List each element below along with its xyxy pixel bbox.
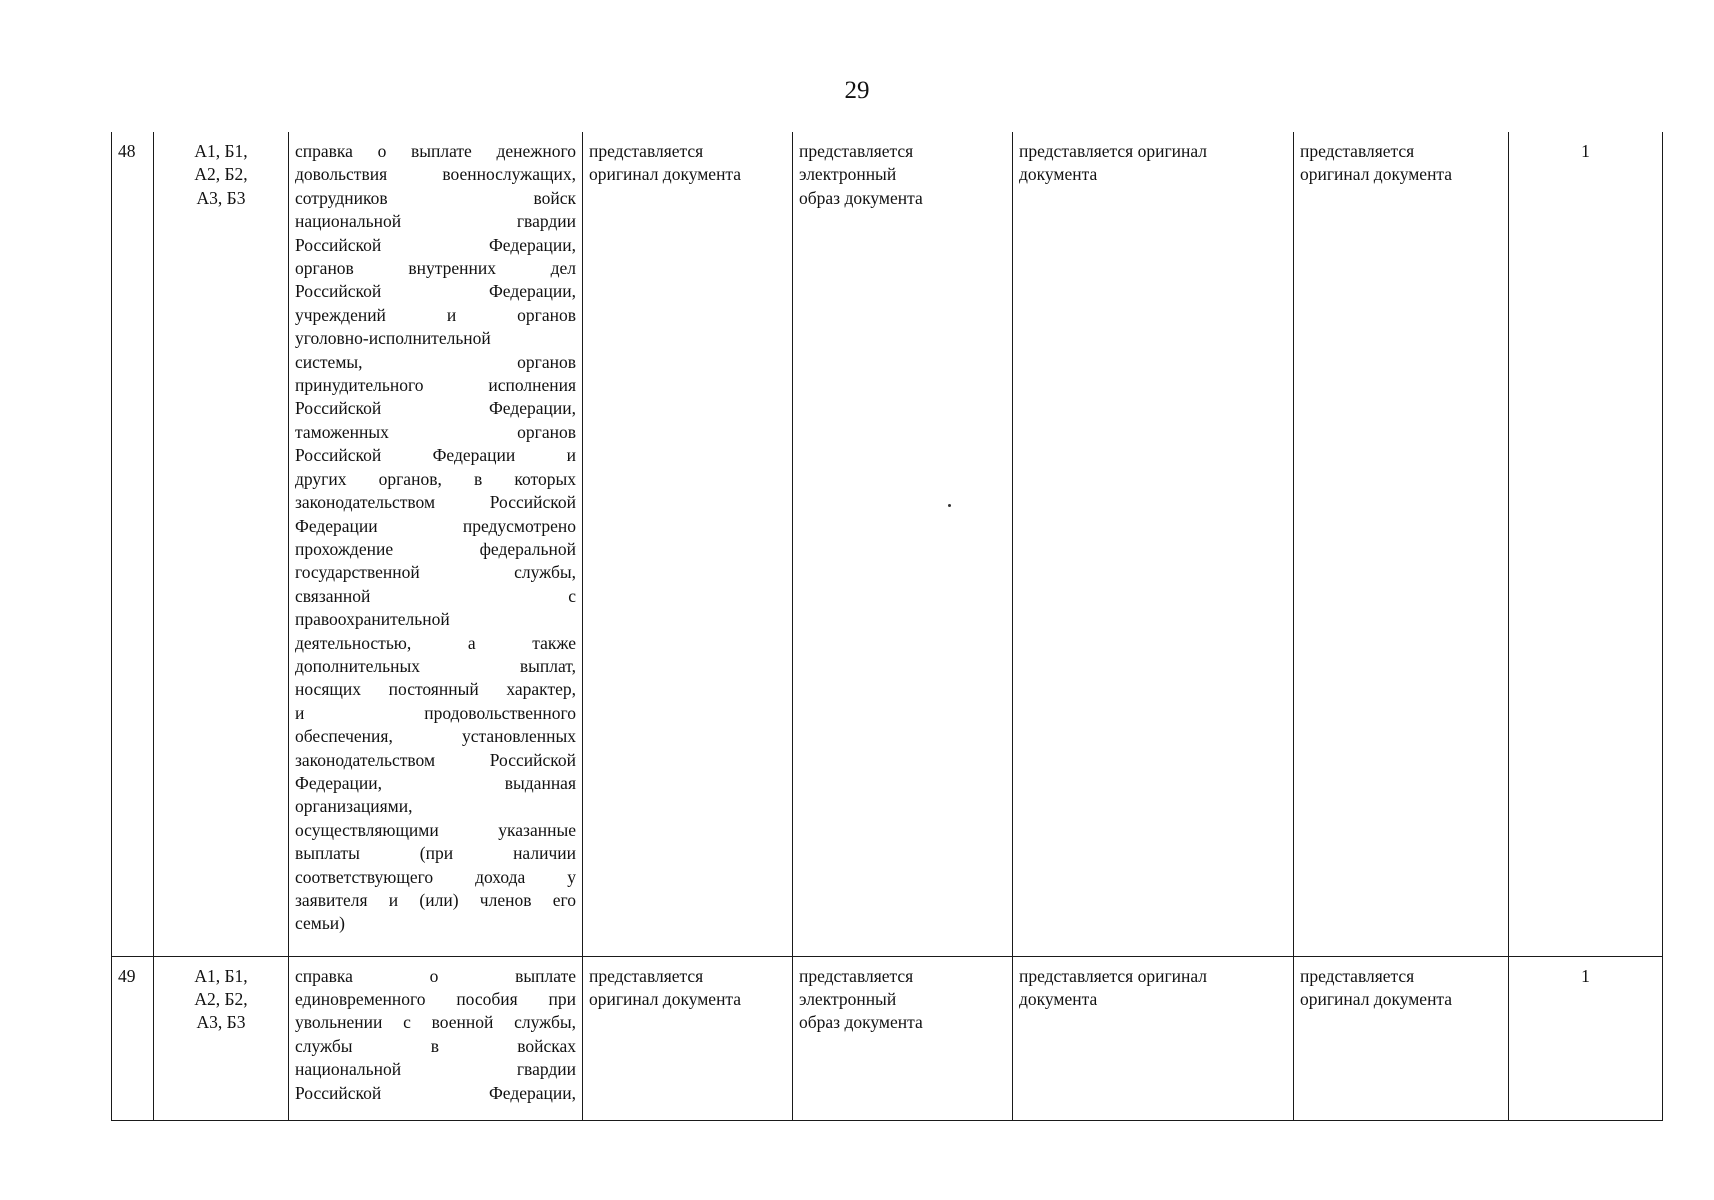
submission-form-electronic-line: представляется — [799, 965, 914, 986]
description-line: довольствия военнослужащих, — [295, 164, 576, 185]
applicant-categories — [154, 956, 289, 1120]
description-line: и продовольственного — [295, 702, 576, 723]
applicant-categories — [154, 132, 289, 956]
description-line: Федерации предусмотрено — [295, 515, 576, 536]
description-line: законодательством Российской — [295, 492, 576, 513]
table-row — [112, 132, 1663, 956]
submission-form-in-person-line: представляется — [589, 141, 704, 161]
description-line: таможенных органов — [295, 421, 576, 442]
submission-form-electronic-line: представляется — [799, 141, 914, 161]
submission-form-mfc — [1013, 956, 1294, 1120]
submission-form-electronic — [793, 956, 1013, 1120]
description-line: справка о выплате денежного — [295, 141, 576, 161]
description-line: справка о выплате — [295, 965, 576, 986]
description-line: правоохранительной — [295, 609, 450, 630]
document-description — [289, 956, 583, 1120]
document-description — [289, 132, 583, 956]
description-line: организациями, — [295, 796, 413, 817]
submission-form-in-person — [583, 956, 793, 1120]
submission-form-post-line: представляется — [1300, 965, 1415, 986]
submission-form-in-person-line: представляется — [589, 965, 704, 986]
document-quantity: 1 — [1509, 956, 1663, 1120]
submission-form-electronic-line: электронный — [799, 164, 897, 185]
document-quantity: 1 — [1509, 132, 1663, 956]
applicant-categories-line: А2, Б2, — [194, 164, 248, 185]
submission-form-post — [1294, 132, 1509, 956]
submission-form-electronic-line: образ документа — [799, 187, 923, 208]
description-line: службы в войсках — [295, 1035, 576, 1056]
description-line: носящих постоянный характер, — [295, 679, 576, 700]
submission-form-post-line: оригинал документа — [1300, 988, 1453, 1009]
applicant-categories-line: А1, Б1, — [194, 141, 248, 161]
table-body — [112, 132, 1663, 1120]
page-number: 29 — [844, 77, 870, 104]
description-line: органов внутренних дел — [295, 258, 576, 279]
table-row — [112, 956, 1663, 1120]
description-line: национальной гвардии — [295, 1059, 576, 1080]
description-line: Российской Федерации и — [295, 445, 576, 466]
submission-form-electronic — [793, 132, 1013, 956]
submission-form-mfc-line: документа — [1019, 164, 1098, 185]
applicant-categories-line: А2, Б2, — [194, 988, 248, 1009]
description-line: соответствующего дохода у — [295, 866, 576, 887]
submission-form-electronic-line: электронный — [799, 988, 897, 1009]
description-line: Российской Федерации, — [295, 398, 576, 419]
description-line: деятельностью, а также — [295, 632, 576, 653]
applicant-categories-line: А1, Б1, — [194, 965, 248, 986]
description-line: уголовно-исполнительной — [295, 328, 491, 349]
submission-form-in-person — [583, 132, 793, 956]
description-line: связанной с — [295, 585, 576, 606]
description-line: других органов, в которых — [295, 468, 576, 489]
description-line: дополнительных выплат, — [295, 655, 576, 676]
submission-form-post — [1294, 956, 1509, 1120]
submission-form-mfc-line: представляется оригинал — [1019, 965, 1208, 986]
submission-form-electronic-line: образ документа — [799, 1012, 923, 1033]
applicant-categories-line: А3, Б3 — [196, 1012, 246, 1033]
description-line: Российской Федерации, — [295, 234, 576, 255]
description-line: Российской Федерации, — [295, 1082, 576, 1103]
submission-form-mfc-line: документа — [1019, 988, 1098, 1009]
description-line: заявителя и (или) членов его — [295, 890, 576, 910]
description-line: Российской Федерации, — [295, 281, 576, 302]
description-line: государственной службы, — [295, 562, 576, 583]
scan-speck — [948, 504, 951, 507]
description-line: единовременного пособия при — [295, 988, 576, 1009]
description-line: обеспечения, установленных — [295, 726, 576, 747]
applicant-categories-line: А3, Б3 — [196, 187, 246, 208]
description-line: осуществляющими указанные — [295, 819, 576, 840]
description-line: принудительного исполнения — [295, 375, 576, 396]
row-number: 48 — [112, 132, 154, 956]
description-line: системы, органов — [295, 351, 576, 372]
submission-form-post-line: оригинал документа — [1300, 164, 1453, 185]
description-line: семьи) — [295, 913, 345, 934]
description-line: Федерации, выданная — [295, 772, 576, 793]
description-line: национальной гвардии — [295, 211, 576, 232]
submission-form-in-person-line: оригинал документа — [589, 164, 742, 185]
description-line: учреждений и органов — [295, 304, 576, 325]
description-line: выплаты (при наличии — [295, 843, 576, 864]
description-line: увольнении с военной службы, — [295, 1012, 576, 1033]
row-number: 49 — [112, 956, 154, 1120]
requirements-table — [111, 132, 1663, 1121]
description-line: прохождение федеральной — [295, 538, 576, 559]
submission-form-post-line: представляется — [1300, 141, 1415, 161]
description-line: сотрудников войск — [295, 187, 576, 208]
submission-form-mfc — [1013, 132, 1294, 956]
submission-form-mfc-line: представляется оригинал — [1019, 141, 1208, 161]
description-line: законодательством Российской — [295, 749, 576, 770]
submission-form-in-person-line: оригинал документа — [589, 988, 742, 1009]
